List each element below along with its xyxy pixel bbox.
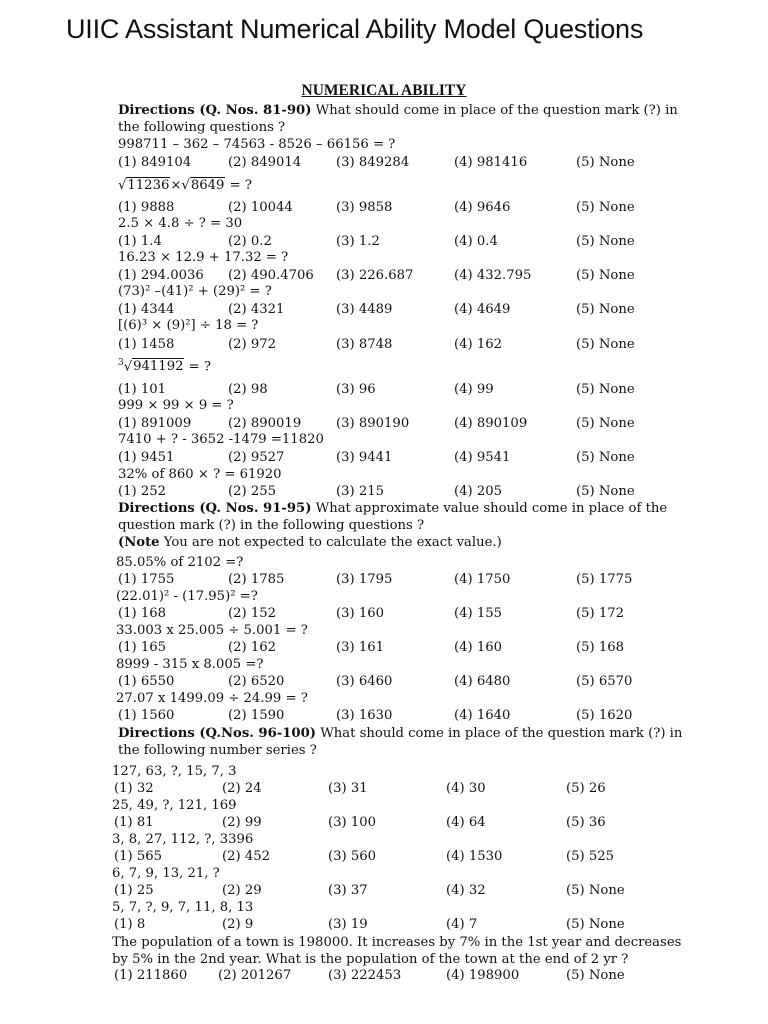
directions-2	[118, 500, 698, 534]
option-21-4: (4) 198900	[446, 968, 520, 983]
question-6: [(6)³ × (9)²] ÷ 18 = ?	[118, 318, 259, 333]
question-14: 8999 - 315 x 8.005 =?	[116, 657, 264, 672]
option-7-1: (1) 101	[118, 382, 167, 397]
option-4-2: (2) 490.4706	[228, 268, 314, 283]
question-2	[118, 178, 252, 193]
option-1-4: (4) 981416	[454, 155, 528, 170]
option-21-2: (2) 201267	[218, 968, 292, 983]
radical-sign: √	[181, 178, 190, 193]
option-9-3: (3) 9441	[336, 450, 393, 465]
option-6-4: (4) 162	[454, 337, 503, 352]
option-9-4: (4) 9541	[454, 450, 511, 465]
question-8: 999 × 99 × 9 = ?	[118, 398, 234, 413]
option-4-5: (5) None	[576, 268, 635, 283]
option-14-3: (3) 6460	[336, 674, 393, 689]
option-7-3: (3) 96	[336, 382, 376, 397]
option-19-1: (1) 25	[114, 883, 154, 898]
option-3-2: (2) 0.2	[228, 234, 272, 249]
option-13-5: (5) 168	[576, 640, 625, 655]
option-21-5: (5) None	[566, 968, 625, 983]
option-18-2: (2) 452	[222, 849, 271, 864]
radicand: 941192	[133, 359, 184, 375]
option-12-2: (2) 152	[228, 606, 277, 621]
option-5-5: (5) None	[576, 302, 635, 317]
question-12: (22.01)² - (17.95)² =?	[116, 589, 258, 604]
radical-sign: √	[123, 359, 133, 375]
option-13-4: (4) 160	[454, 640, 503, 655]
question-4: 16.23 × 12.9 + 17.32 = ?	[118, 250, 289, 265]
option-18-1: (1) 565	[114, 849, 163, 864]
question-10: 32% of 860 × ? = 61920	[118, 467, 282, 482]
question-tail: = ?	[225, 178, 252, 193]
option-14-1: (1) 6550	[118, 674, 175, 689]
option-19-3: (3) 37	[328, 883, 368, 898]
option-2-5: (5) None	[576, 200, 635, 215]
option-16-5: (5) 26	[566, 781, 606, 796]
option-6-5: (5) None	[576, 337, 635, 352]
option-12-3: (3) 160	[336, 606, 385, 621]
option-1-5: (5) None	[576, 155, 635, 170]
option-13-3: (3) 161	[336, 640, 385, 655]
option-10-3: (3) 215	[336, 484, 385, 499]
option-16-3: (3) 31	[328, 781, 368, 796]
option-12-4: (4) 155	[454, 606, 503, 621]
option-4-3: (3) 226.687	[336, 268, 414, 283]
option-14-5: (5) 6570	[576, 674, 633, 689]
option-15-2: (2) 1590	[228, 708, 285, 723]
option-15-4: (4) 1640	[454, 708, 511, 723]
question-21: The population of a town is 198000. It increases by 7% in the 1st year and decreases by 5% in the 2nd year. What is the population of the town at the end of 2 yr ?	[112, 935, 682, 967]
directions-text: What approximate value should come in place of the question mark (?) in the following questions ?	[118, 501, 668, 533]
option-17-4: (4) 64	[446, 815, 486, 830]
question-9: 7410 + ? - 3652 -1479 =11820	[118, 432, 324, 447]
page-title: UIIC Assistant Numerical Ability Model Questions	[66, 14, 644, 44]
option-19-2: (2) 29	[222, 883, 262, 898]
option-17-3: (3) 100	[328, 815, 377, 830]
option-7-4: (4) 99	[454, 382, 494, 397]
option-20-2: (2) 9	[222, 917, 254, 932]
directions-3	[118, 725, 698, 759]
question-17: 25, 49, ?, 121, 169	[112, 798, 237, 813]
note-text: You are not expected to calculate the exact value.)	[159, 535, 502, 550]
question-13: 33.003 x 25.005 ÷ 5.001 = ?	[116, 623, 308, 638]
option-19-4: (4) 32	[446, 883, 486, 898]
option-12-5: (5) 172	[576, 606, 625, 621]
directions-text: What should come in place of the question mark (?) in the following number series ?	[118, 726, 683, 758]
question-3: 2.5 × 4.8 ÷ ? = 30	[118, 216, 243, 231]
option-11-3: (3) 1795	[336, 572, 393, 587]
question-19: 6, 7, 9, 13, 21, ?	[112, 866, 220, 881]
option-8-5: (5) None	[576, 416, 635, 431]
option-2-4: (4) 9646	[454, 200, 511, 215]
option-4-1: (1) 294.0036	[118, 268, 204, 283]
option-3-1: (1) 1.4	[118, 234, 162, 249]
option-9-5: (5) None	[576, 450, 635, 465]
option-2-1: (1) 9888	[118, 200, 175, 215]
option-5-2: (2) 4321	[228, 302, 285, 317]
option-20-1: (1) 8	[114, 917, 146, 932]
option-8-3: (3) 890190	[336, 416, 410, 431]
directions-label: Directions (Q.Nos. 96-100)	[118, 726, 317, 741]
option-3-4: (4) 0.4	[454, 234, 498, 249]
note	[118, 535, 502, 550]
option-10-5: (5) None	[576, 484, 635, 499]
option-6-2: (2) 972	[228, 337, 277, 352]
option-16-2: (2) 24	[222, 781, 262, 796]
option-7-5: (5) None	[576, 382, 635, 397]
directions-label: Directions (Q. Nos. 81-90)	[118, 103, 312, 118]
question-15: 27.07 x 1499.09 ÷ 24.99 = ?	[116, 691, 308, 706]
option-8-2: (2) 890019	[228, 416, 302, 431]
note-label: (Note	[118, 535, 160, 550]
question-tail: = ?	[184, 359, 211, 375]
directions-text: What should come in place of the question mark (?) in the following questions ?	[118, 103, 678, 135]
directions-1	[118, 102, 698, 136]
question-1: 998711 – 362 – 74563 - 8526 – 66156 = ?	[118, 137, 396, 152]
option-6-3: (3) 8748	[336, 337, 393, 352]
option-14-4: (4) 6480	[454, 674, 511, 689]
radicand: 11236	[127, 178, 170, 193]
section-heading: NUMERICAL ABILITY	[301, 82, 467, 99]
option-3-3: (3) 1.2	[336, 234, 380, 249]
option-9-1: (1) 9451	[118, 450, 175, 465]
option-2-3: (3) 9858	[336, 200, 393, 215]
option-1-2: (2) 849014	[228, 155, 302, 170]
question-5: (73)² –(41)² + (29)² = ?	[118, 284, 272, 299]
option-20-3: (3) 19	[328, 917, 368, 932]
option-16-4: (4) 30	[446, 781, 486, 796]
option-18-3: (3) 560	[328, 849, 377, 864]
option-17-2: (2) 99	[222, 815, 262, 830]
option-10-1: (1) 252	[118, 484, 167, 499]
option-16-1: (1) 32	[114, 781, 154, 796]
question-11: 85.05% of 2102 =?	[116, 555, 244, 570]
option-18-4: (4) 1530	[446, 849, 503, 864]
option-17-1: (1) 81	[114, 815, 154, 830]
radicand: 8649	[190, 178, 225, 193]
option-10-2: (2) 255	[228, 484, 277, 499]
option-9-2: (2) 9527	[228, 450, 285, 465]
option-14-2: (2) 6520	[228, 674, 285, 689]
option-1-1: (1) 849104	[118, 155, 192, 170]
option-1-3: (3) 849284	[336, 155, 410, 170]
option-4-4: (4) 432.795	[454, 268, 532, 283]
directions-label: Directions (Q. Nos. 91-95)	[118, 501, 312, 516]
option-15-1: (1) 1560	[118, 708, 175, 723]
option-21-3: (3) 222453	[328, 968, 402, 983]
option-8-4: (4) 890109	[454, 416, 528, 431]
option-5-1: (1) 4344	[118, 302, 175, 317]
question-20: 5, 7, ?, 9, 7, 11, 8, 13	[112, 900, 254, 915]
option-18-5: (5) 525	[566, 849, 615, 864]
question-16: 127, 63, ?, 15, 7, 3	[112, 764, 237, 779]
option-15-3: (3) 1630	[336, 708, 393, 723]
question-18: 3, 8, 27, 112, ?, 3396	[112, 832, 254, 847]
option-13-1: (1) 165	[118, 640, 167, 655]
option-11-4: (4) 1750	[454, 572, 511, 587]
option-3-5: (5) None	[576, 234, 635, 249]
option-5-3: (3) 4489	[336, 302, 393, 317]
option-11-2: (2) 1785	[228, 572, 285, 587]
option-7-2: (2) 98	[228, 382, 268, 397]
option-21-1: (1) 211860	[114, 968, 188, 983]
option-5-4: (4) 4649	[454, 302, 511, 317]
option-11-1: (1) 1755	[118, 572, 175, 587]
option-20-4: (4) 7	[446, 917, 478, 932]
option-17-5: (5) 36	[566, 815, 606, 830]
option-6-1: (1) 1458	[118, 337, 175, 352]
question-7	[118, 358, 211, 374]
option-2-2: (2) 10044	[228, 200, 293, 215]
cube-root-index: 3	[118, 358, 124, 368]
option-12-1: (1) 168	[118, 606, 167, 621]
radical-sign: √	[118, 178, 127, 193]
option-11-5: (5) 1775	[576, 572, 633, 587]
option-10-4: (4) 205	[454, 484, 503, 499]
option-15-5: (5) 1620	[576, 708, 633, 723]
option-8-1: (1) 891009	[118, 416, 192, 431]
times: ×	[170, 178, 182, 193]
option-13-2: (2) 162	[228, 640, 277, 655]
option-19-5: (5) None	[566, 883, 625, 898]
option-20-5: (5) None	[566, 917, 625, 932]
